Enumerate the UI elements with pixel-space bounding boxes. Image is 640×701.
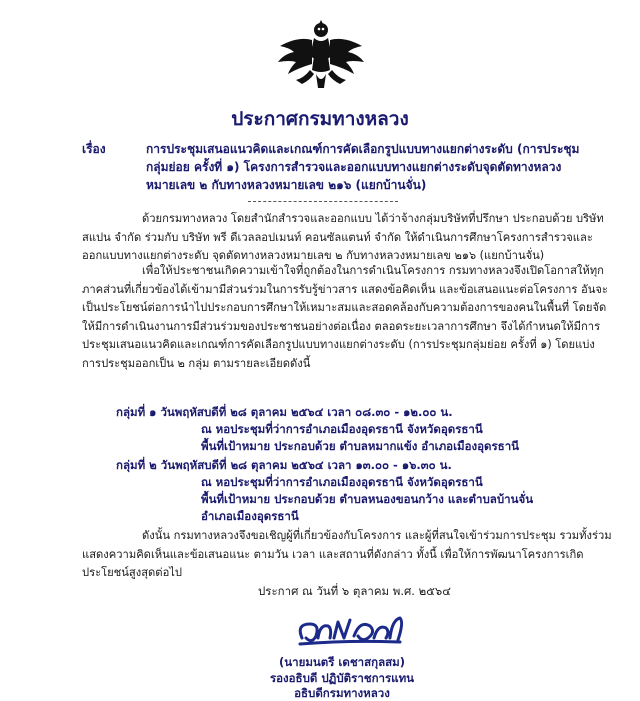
group-2-venue: ณ หอประชุมที่ว่าการอำเภอเมืองอุดรธานี จังหวัดอุดรธานี [201,475,483,489]
announcement-date: ประกาศ ณ วันที่ ๖ ตุลาคม พ.ศ. ๒๕๖๔ [258,584,451,598]
signer-title-2: อธิบดีกรมทางหลวง [294,686,390,700]
subject-label: เรื่อง [82,142,106,156]
document-title: ประกาศกรมทางหลวง [231,108,409,130]
meeting-group-1 [116,404,519,455]
handwritten-signature [292,608,408,652]
group-1-area: พื้นที่เป้าหมาย ประกอบด้วย ตำบลหมากแข้ง อำเภอเมืองอุดรธานี [201,439,520,453]
separator-rule [248,201,398,202]
group-2-area-cont: อำเภอเมืองอุดรธานี [201,509,299,523]
group-2-area: พื้นที่เป้าหมาย ประกอบด้วย ตำบลหนองขอนกว้าง และตำบลบ้านจั่น [201,492,534,506]
group-1-venue: ณ หอประชุมที่ว่าการอำเภอเมืองอุดรธานี จังหวัดอุดรธานี [201,422,483,436]
body-paragraph-1: ด้วยกรมทางหลวง โดยสำนักสำรวจและออกแบบ ได้ว่าจ้างกลุ่มบริษัทที่ปรึกษา ประกอบด้วย บริษัท สแปน จำกัด ร่วมกับ บริษัท พรี ดีเวลลอปเมนท์ คอนซัลแตนท์ จำกัด ให้ดำเนินการศึกษาโครงการสำรวจและออกแบบทางแยกต่างระดับ จุดตัดทางหลวงหมายเลข ๒ กับทางหลวงหมายเลข ๒๑๖ (แยกบ้านจั่น) [82,212,604,262]
garuda-emblem-icon [276,16,366,94]
subject-text: การประชุมเสนอแนวคิดและเกณฑ์การคัดเลือกรูปแบบทางแยกต่างระดับ (การประชุมกลุ่มย่อย ครั้งที่ ๑) โครงการสำรวจและออกแบบทางแยกต่างระดับจุดตัดทางหลวงหมายเลข ๒ กับทางหลวงหมายเลข ๒๑๖ (แยกบ้านจั่น) [146,142,580,192]
signer-title-1: รองอธิบดี ปฏิบัติราชการแทน [269,671,415,685]
body-paragraph-3: ดังนั้น กรมทางหลวงจึงขอเชิญผู้ที่เกี่ยวข้องกับโครงการ และผู้ที่สนใจเข้าร่วมการประชุม รวมทั้งร่วมแสดงความคิดเห็นและข้อเสนอแนะ ตามวัน เวลา และสถานที่ดังกล่าว ทั้งนี้ เพื่อให้การพัฒนาโครงการเกิดประโยชน์สูงสุดต่อไป [82,529,612,579]
signer-name: (นายมนตรี เดชาสกุลสม) [279,655,405,669]
group-1-datetime: กลุ่มที่ ๑ วันพฤหัสบดีที่ ๒๘ ตุลาคม ๒๕๖๔ เวลา ๐๘.๓๐ - ๑๒.๐๐ น. [116,405,453,419]
body-paragraph-2: เพื่อให้ประชาชนเกิดความเข้าใจที่ถูกต้องในการดำเนินโครงการ กรมทางหลวงจึงเปิดโอกาสให้ทุกภาคส่วนที่เกี่ยวข้องได้เข้ามามีส่วนร่วมในการรับรู้ข่าวสาร แสดงข้อคิดเห็น และข้อเสนอแนะต่อโครงการ อันจะเป็นประโยชน์ต่อการนำไปประกอบการศึกษาให้เหมาะสมและสอดคล้องกับความต้องการของคนในพื้นที่ โดยจัดให้มีการดำเนินงานการมีส่วนร่วมของประชาชนอย่างต่อเนื่อง ตลอดระยะเวลาการศึกษา จึงได้กำหนดให้มีการประชุมเสนอแนวคิดและเกณฑ์การคัดเลือกรูปแบบทางแยกต่างระดับ (การประชุมกลุ่มย่อย ครั้งที่ ๑) โดยแบ่งการประชุมออกเป็น ๒ กลุ่ม ตามรายละเอียดดังนี้ [82,264,608,370]
group-2-datetime: กลุ่มที่ ๒ วันพฤหัสบดีที่ ๒๘ ตุลาคม ๒๕๖๔ เวลา ๑๓.๐๐ - ๑๖.๓๐ น. [116,458,452,472]
meeting-group-2 [116,457,533,525]
